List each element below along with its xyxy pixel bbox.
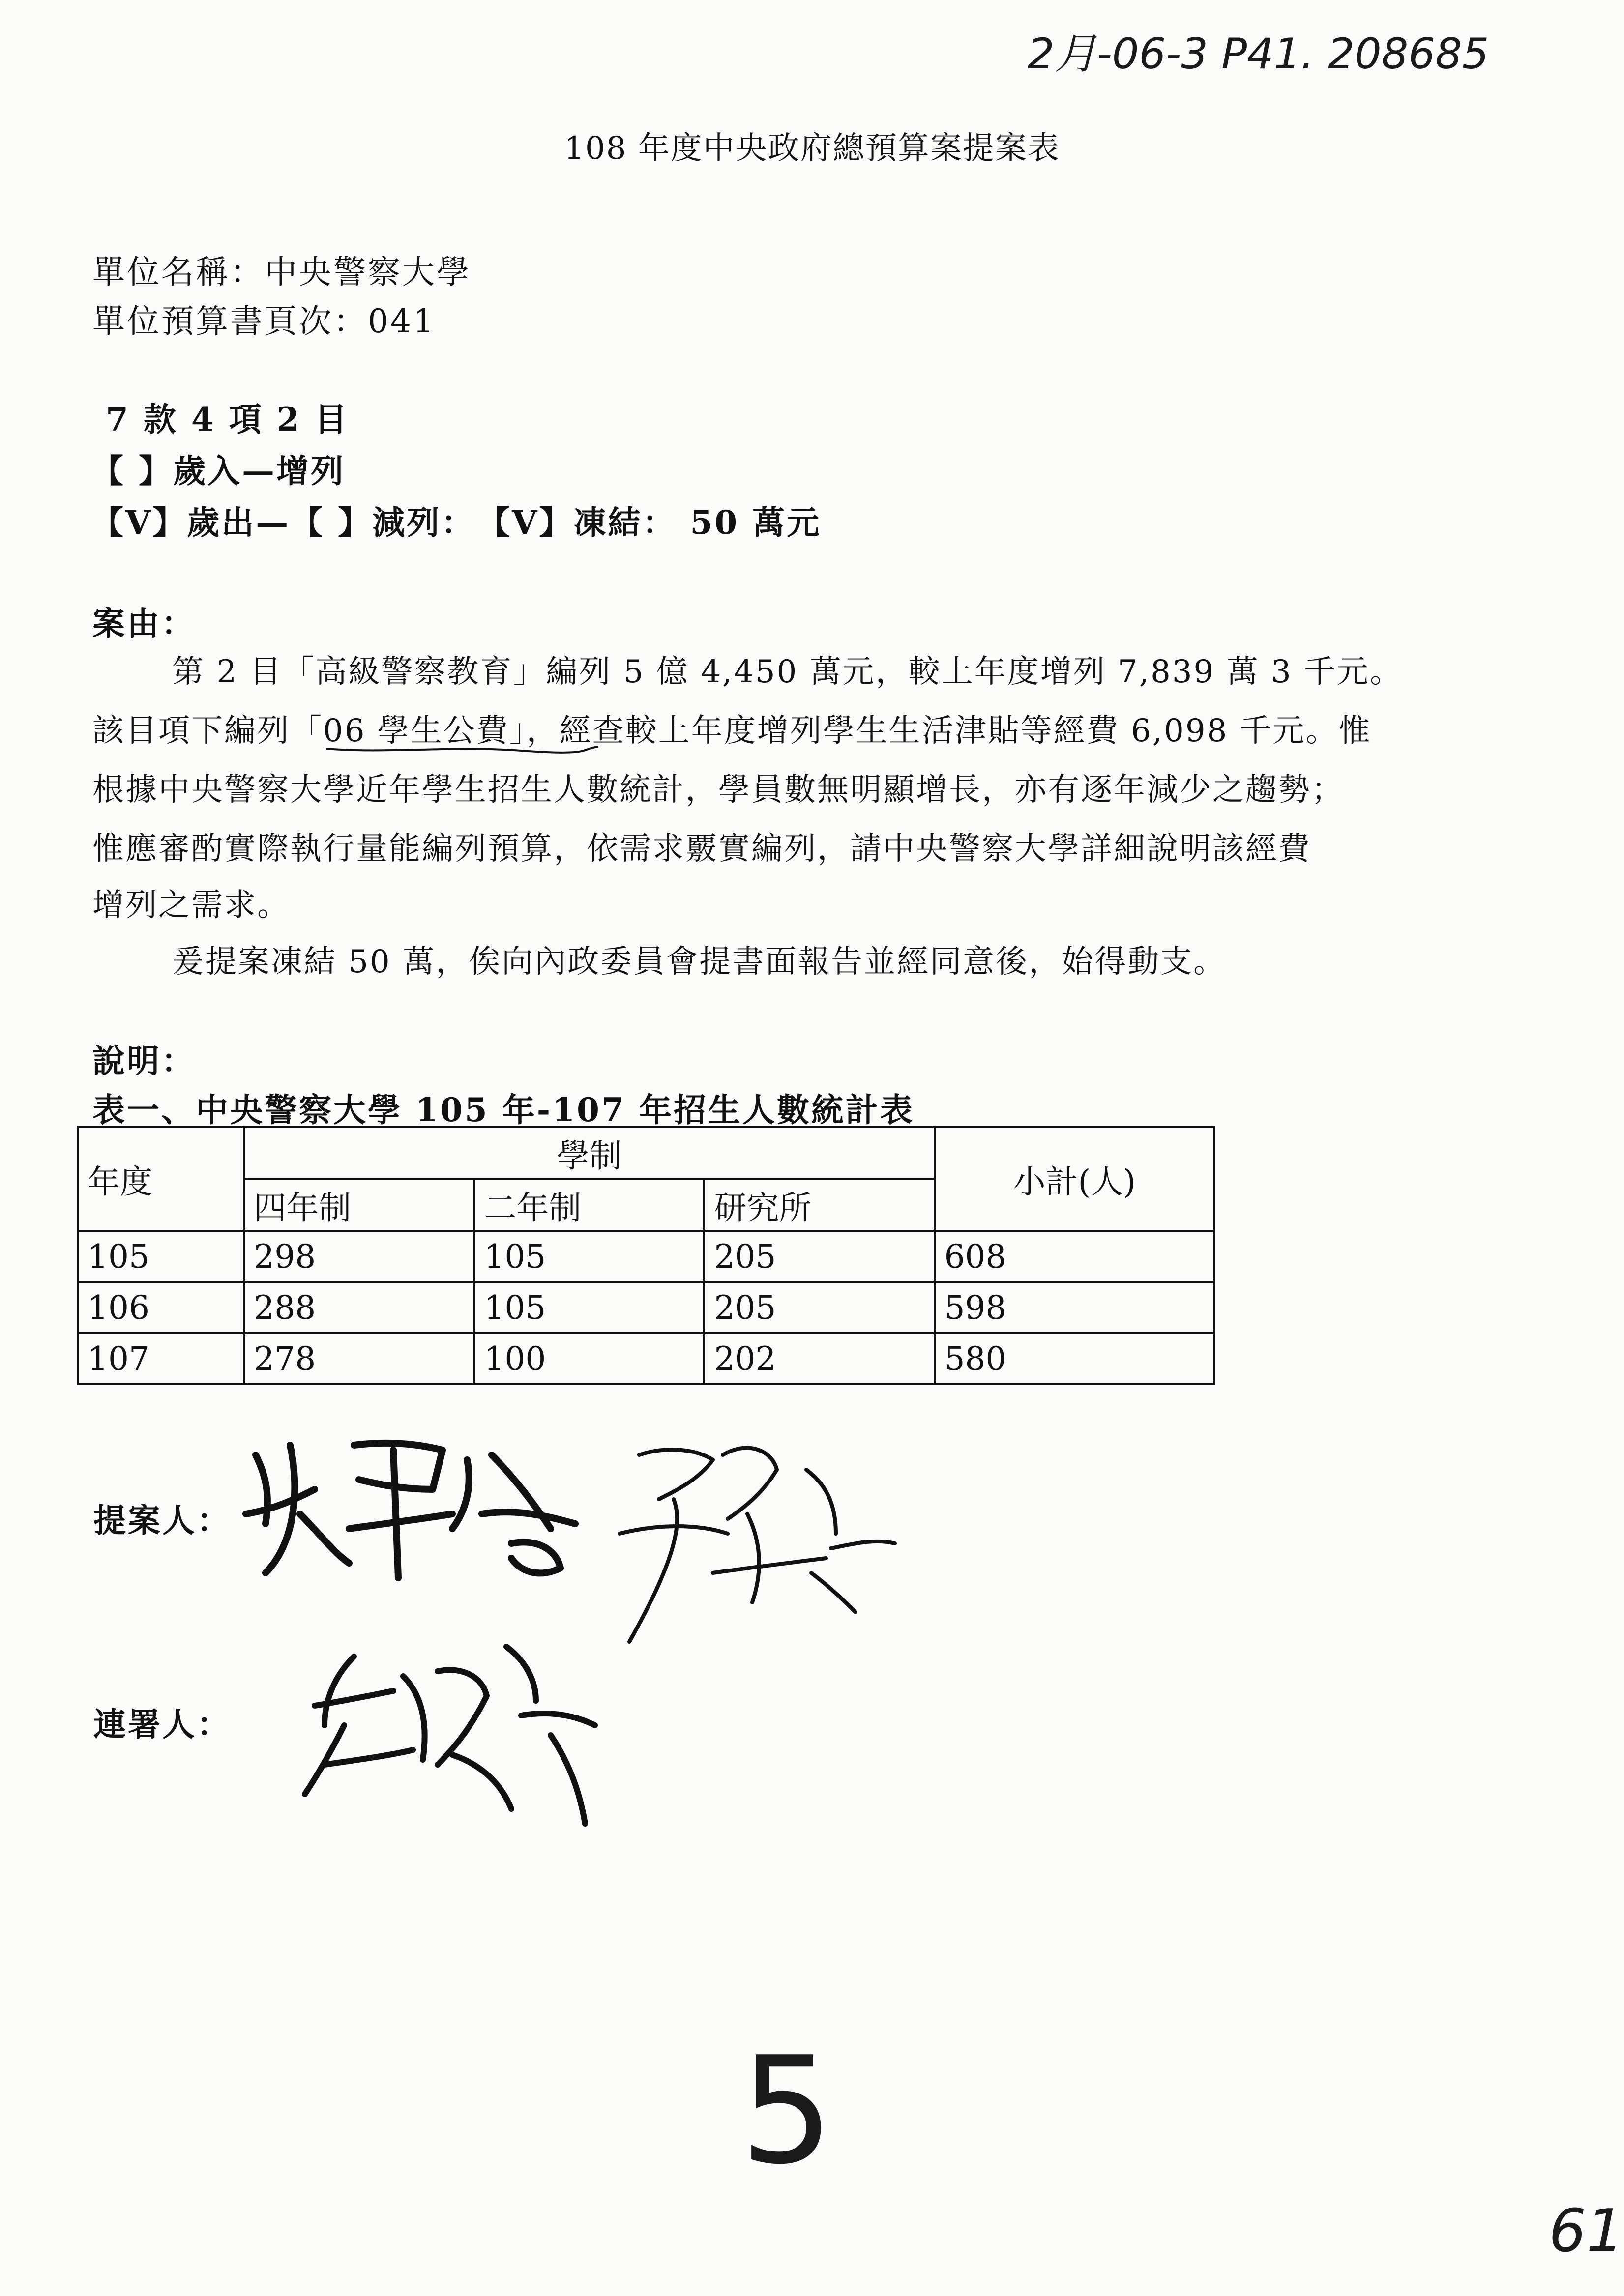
- explanation-heading: 說明：: [92, 1042, 196, 1080]
- unit-page-line: 單位預算書頁次：041: [92, 302, 436, 340]
- table-title: 表一、中央警察大學 105 年-107 年招生人數統計表: [92, 1091, 915, 1129]
- cell-year: 105: [78, 1231, 244, 1282]
- cell-subtotal: 598: [935, 1282, 1214, 1333]
- unit-name-line: 單位名稱：中央警察大學: [92, 253, 471, 291]
- reason-paragraph-line: 根據中央警察大學近年學生招生人數統計，學員數無明顯增長，亦有逐年減少之趨勢；: [92, 772, 1344, 808]
- cell-two-year: 105: [474, 1282, 704, 1333]
- page-title: 108 年度中央政府總預算案提案表: [564, 130, 1060, 167]
- cell-two-year: 105: [474, 1231, 704, 1282]
- header-four-year: 四年制: [244, 1179, 474, 1231]
- page-number: 5: [740, 2025, 834, 2197]
- enrollment-table: [77, 1126, 1215, 1385]
- cell-subtotal: 608: [935, 1231, 1214, 1282]
- expense-freeze-line: 【V】歲出—【 】減列： 【V】凍結： 50 萬元: [91, 503, 822, 542]
- cell-graduate: 205: [704, 1282, 934, 1333]
- budget-item-line: 7 款 4 項 2 目: [106, 400, 349, 438]
- reason-paragraph-line: 該目項下編列「06 學生公費」，經查較上年度增列學生生活津貼等經費 6,098 千元。惟: [92, 713, 1372, 749]
- proposer-signature-1: [236, 1416, 590, 1593]
- reason-paragraph-line: 增列之需求。: [92, 887, 290, 924]
- reason-paragraph-line: 第 2 目「高級警察教育」編列 5 億 4,450 萬元，較上年度增列 7,839 萬 3 千元。: [172, 654, 1403, 690]
- reason-paragraph-line: 惟應審酌實際執行量能編列預算，依需求覈實編列，請中央警察大學詳細說明該經費: [92, 831, 1311, 867]
- cosigner-signature: [295, 1617, 610, 1833]
- table-row: [78, 1282, 1214, 1333]
- proposer-label: 提案人：: [93, 1501, 231, 1540]
- header-year: 年度: [78, 1127, 244, 1231]
- cell-four-year: 298: [244, 1231, 474, 1282]
- cell-four-year: 278: [244, 1333, 474, 1384]
- header-subtotal: 小計(人): [935, 1127, 1214, 1231]
- reason-conclusion-line: 爰提案凍結 50 萬，俟向內政委員會提書面報告並經同意後，始得動支。: [172, 944, 1227, 980]
- cell-graduate: 205: [704, 1231, 934, 1282]
- cell-year: 107: [78, 1333, 244, 1384]
- header-system: 學制: [244, 1127, 934, 1179]
- proposer-signature-2: [600, 1425, 905, 1661]
- cell-subtotal: 580: [935, 1333, 1214, 1384]
- cosigner-label: 連署人：: [93, 1705, 231, 1744]
- table-row: [78, 1333, 1214, 1384]
- header-two-year: 二年制: [474, 1179, 704, 1231]
- header-graduate: 研究所: [704, 1179, 934, 1231]
- cell-four-year: 288: [244, 1282, 474, 1333]
- revenue-line: 【 】歲入—增列: [91, 452, 345, 490]
- corner-number: 61: [1549, 2197, 1624, 2266]
- handwritten-underline: [325, 740, 600, 759]
- handwritten-reference-note: 2月-06-3 P41. 208685: [1028, 29, 1489, 79]
- cell-graduate: 202: [704, 1333, 934, 1384]
- reason-heading: 案由：: [92, 604, 196, 642]
- cell-year: 106: [78, 1282, 244, 1333]
- cell-two-year: 100: [474, 1333, 704, 1384]
- table-row: [78, 1231, 1214, 1282]
